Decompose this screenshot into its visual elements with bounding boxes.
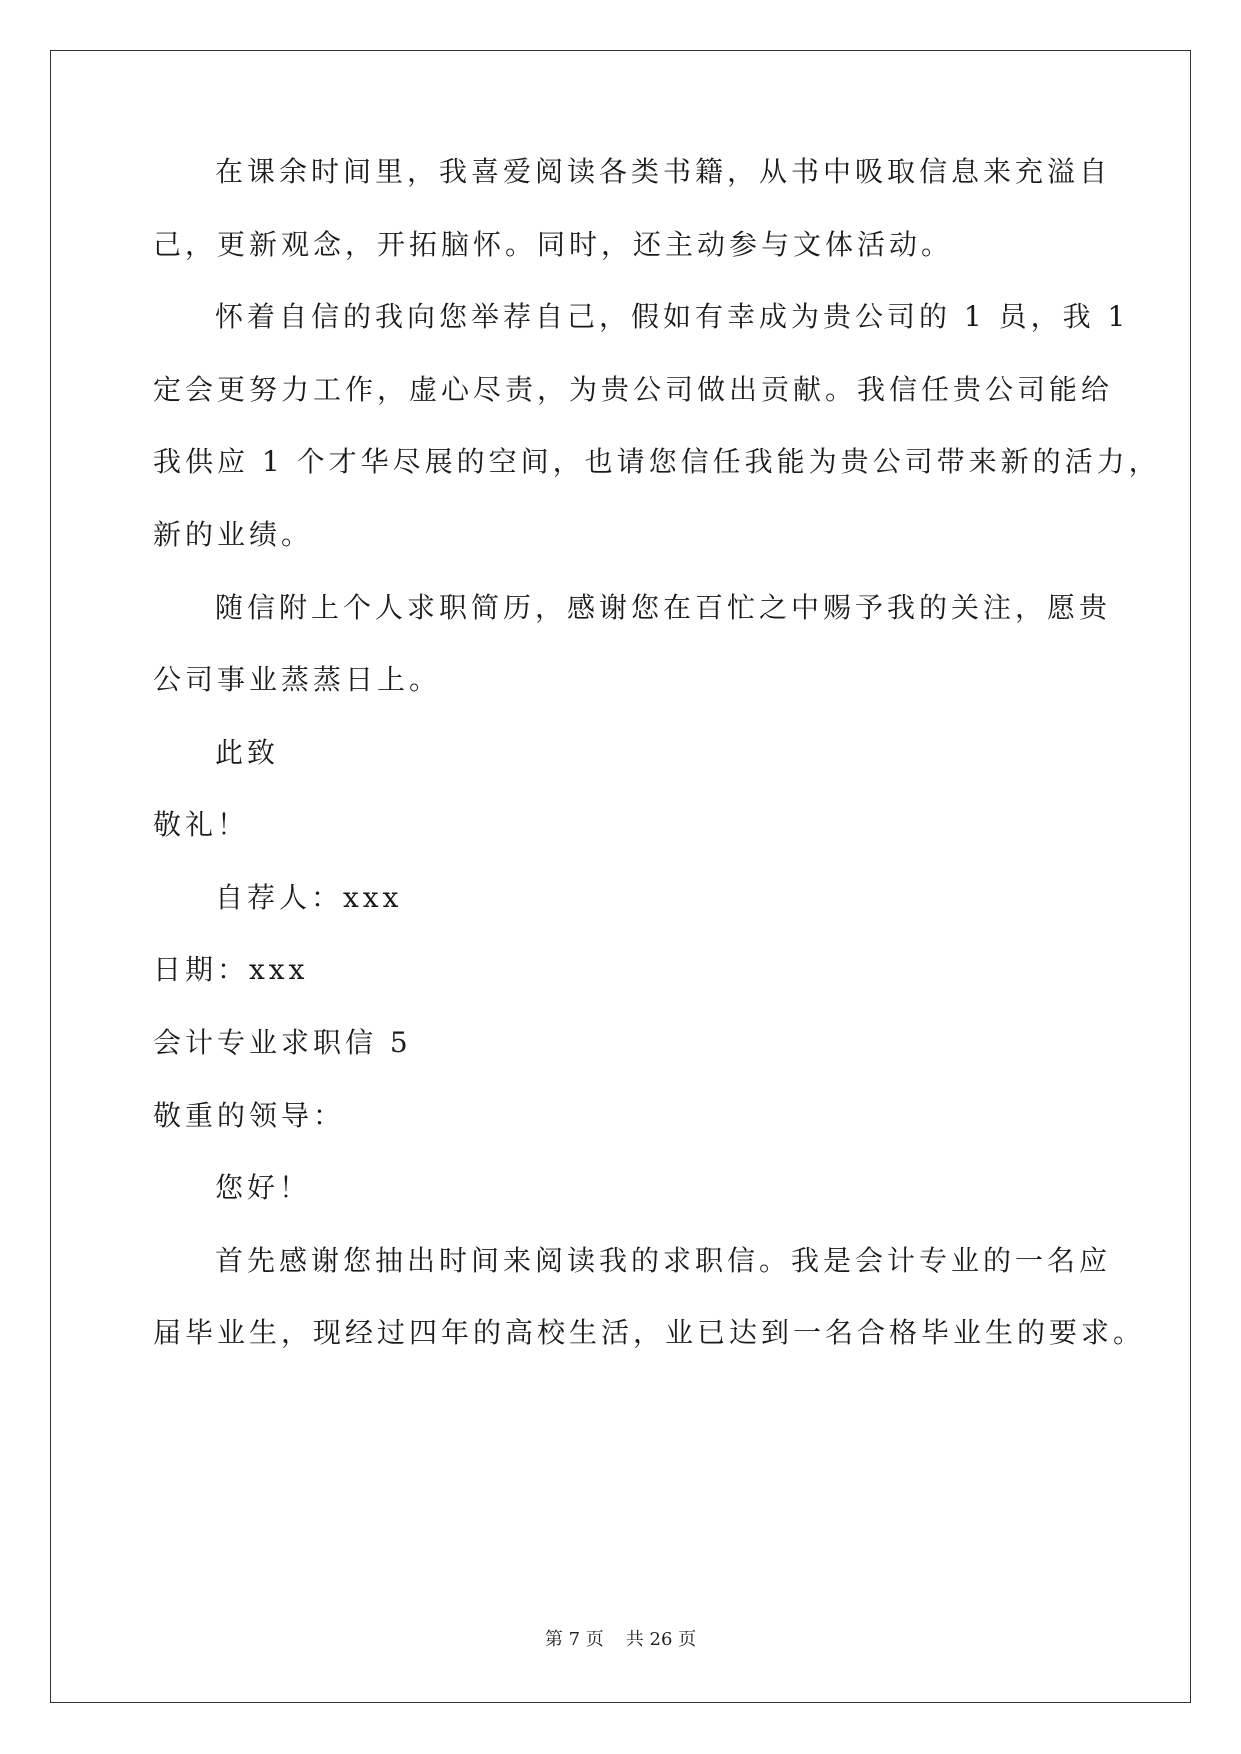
page-footer (0, 1628, 1241, 1652)
body-line: 定会更努力工作，虚心尽责，为贵公司做出贡献。我信任贵公司能给 (153, 373, 1114, 406)
body-line: 公司事业蒸蒸日上。 (153, 663, 442, 696)
signature-line: 自荐人：xxx (215, 881, 403, 914)
section-title: 会计专业求职信 5 (153, 1026, 412, 1059)
body-line: 在课余时间里，我喜爱阅读各类书籍，从书中吸取信息来充溢自 (215, 155, 1112, 188)
body-line: 怀着自信的我向您举荐自己，假如有幸成为贵公司的 1 员，我 1 (215, 300, 1130, 333)
body-line: 己，更新观念，开拓脑怀。同时，还主动参与文体活动。 (153, 228, 954, 261)
body-line: 首先感谢您抽出时间来阅读我的求职信。我是会计专业的一名应 (215, 1244, 1112, 1277)
body-line: 新的业绩。 (153, 518, 314, 551)
body-line: 我供应 1 个才华尽展的空间，也请您信任我能为贵公司带来新的活力， (153, 445, 1161, 478)
closing-respect: 敬礼！ (153, 808, 250, 841)
total-pages: 共 26 页 (625, 1629, 697, 1650)
body-line: 届毕业生，现经过四年的高校生活，业已达到一名合格毕业生的要求。 (153, 1316, 1146, 1349)
page-number: 第 7 页 (544, 1629, 604, 1650)
greeting-addressee: 敬重的领导： (153, 1099, 346, 1132)
body-line: 随信附上个人求职简历，感谢您在百忙之中赐予我的关注，愿贵 (215, 591, 1112, 624)
closing-salutation: 此致 (215, 736, 280, 769)
date-line: 日期：xxx (153, 953, 309, 986)
greeting: 您好！ (215, 1171, 312, 1204)
